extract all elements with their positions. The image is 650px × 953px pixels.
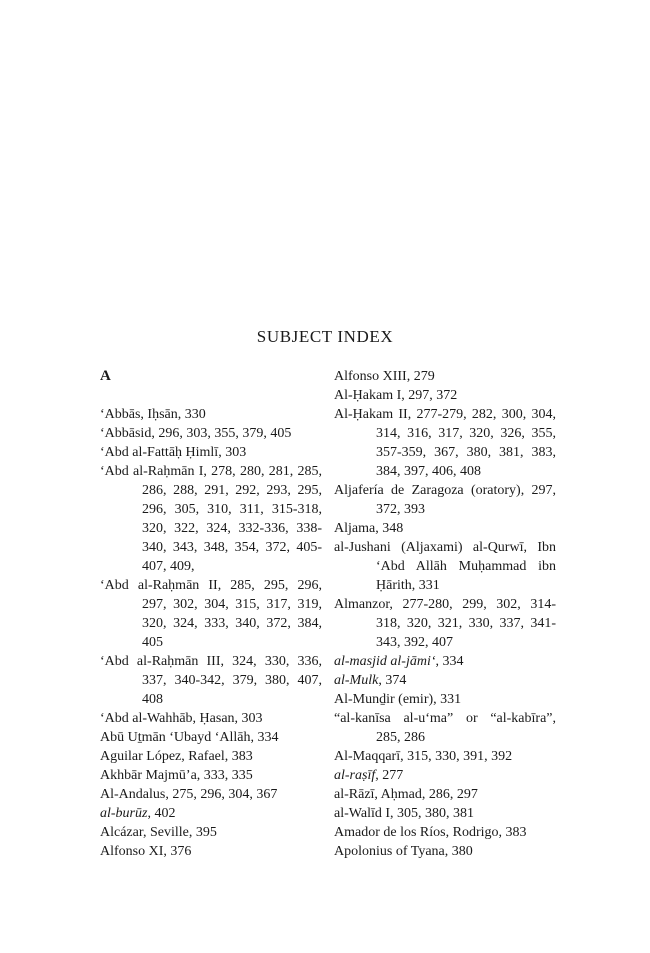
index-column-right [334,367,556,861]
index-entry: al-masjid al-jāmi‘, 334 [334,654,464,669]
page-title: SUBJECT INDEX [256,327,394,346]
index-entry: “al-kanīsa al-u‘ma” or “al-kabīra”, 285, 286 [334,711,556,745]
index-entry: Alfonso XI, 376 [100,844,192,859]
index-entry: Aljafería de Zaragoza (oratory), 297, 372, 393 [334,483,556,517]
index-entry: Akhbār Majmū’a, 333, 335 [100,768,253,783]
index-entry: Al-Ḥakam I, 297, 372 [334,388,458,403]
index-entry: al-Rāzī, Aḥmad, 286, 297 [334,787,478,802]
index-entry: ‘Abd al-Raḥmān I, 278, 280, 281, 285, 286, 288, 291, 292, 293, 295, 296, 305, 310, 311, 315-318, 320, 322, 324, 332-336, 338-340, 343, 348, 354, 372, 405-407, 409, [100,464,322,574]
index-entry: ‘Abd al-Fattāḥ Ḥimlī, 303 [100,445,247,460]
index-entry: Al-Ḥakam II, 277-279, 282, 300, 304, 314, 316, 317, 320, 326, 355, 357-359, 367, 380, 381, 383, 384, 397, 406, 408 [334,407,556,479]
index-entry: al-Jushani (Aljaxami) al-Qurwī, Ibn ‘Abd Allāh Muḥammad ibn Ḥārith, 331 [334,540,556,593]
index-entry: Aguilar López, Rafael, 383 [100,749,253,764]
index-entry: ‘Abd al-Raḥmān III, 324, 330, 336, 337, 340-342, 379, 380, 407, 408 [100,654,322,707]
index-entry: ‘Abd al-Wahhāb, Ḥasan, 303 [100,711,263,726]
index-entry: Al-Maqqarī, 315, 330, 391, 392 [334,749,513,764]
index-entry: al-raṣīf, 277 [334,768,404,783]
index-entry: al-Mulk, 374 [334,673,407,688]
index-entry: Alcázar, Seville, 395 [100,825,217,840]
index-entry: ‘Abd al-Raḥmān II, 285, 295, 296, 297, 302, 304, 315, 317, 319, 320, 324, 333, 340, 372, 384, 405 [100,578,322,650]
index-entry: Al-Andalus, 275, 296, 304, 367 [100,787,278,802]
index-entry: al-burūz, 402 [100,806,176,821]
index-entry: Al-Munḏir (emir), 331 [334,692,462,707]
index-entry: Amador de los Ríos, Rodrigo, 383 [334,825,527,840]
index-entry: Apolonius of Tyana, 380 [334,844,473,859]
index-entry: ‘Abbāsid, 296, 303, 355, 379, 405 [100,426,292,441]
index-entry: Almanzor, 277-280, 299, 302, 314-318, 320, 321, 330, 337, 341-343, 392, 407 [334,597,556,650]
index-entry: Alfonso XIII, 279 [334,369,435,384]
index-entry: Abū Uṯmān ‘Ubayd ‘Allāh, 334 [100,730,279,745]
index-entry: al-Walīd I, 305, 380, 381 [334,806,475,821]
index-entry: Aljama, 348 [334,521,404,536]
index-column-left [100,367,322,861]
index-entry: ‘Abbās, Iḥsān, 330 [100,407,206,422]
section-letter: A [100,368,111,384]
